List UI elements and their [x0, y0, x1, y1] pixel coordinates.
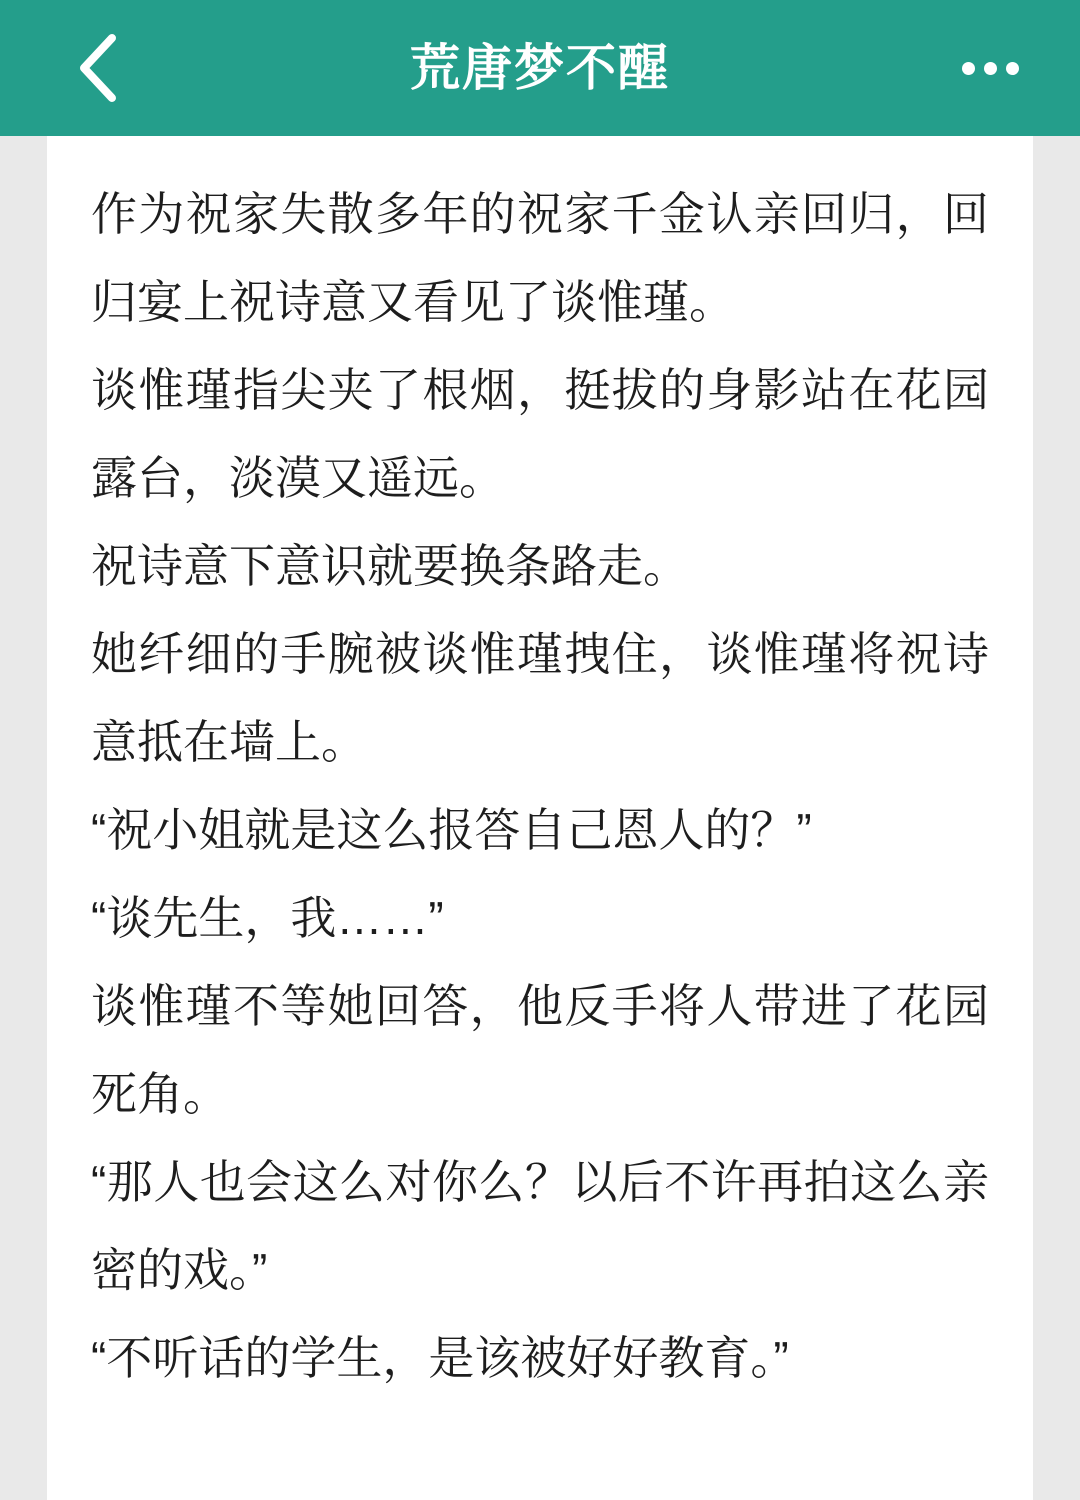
- story-paragraph: 她纤细的手腕被谈惟瑾拽住，谈惟瑾将祝诗意抵在墙上。: [91, 628, 989, 768]
- content-area[interactable]: [0, 136, 1080, 1500]
- ellipsis-icon: [984, 62, 997, 75]
- back-button[interactable]: [62, 33, 132, 103]
- story-paragraph: 祝诗意下意识就要换条路走。: [91, 540, 689, 592]
- story-paragraph: “谈先生，我……”: [91, 892, 444, 944]
- ellipsis-icon: [1006, 62, 1019, 75]
- story-paragraph: 作为祝家失散多年的祝家千金认亲回归，回归宴上祝诗意又看见了谈惟瑾。: [91, 188, 989, 328]
- more-options-button[interactable]: [950, 38, 1030, 98]
- story-paragraph: “不听话的学生，是该被好好教育。”: [91, 1332, 789, 1384]
- story-paragraph: “那人也会这么对你么？以后不许再拍这么亲密的戏。”: [91, 1156, 989, 1296]
- story-paragraph: “祝小姐就是这么报答自己恩人的？”: [91, 804, 812, 856]
- reader-page: [47, 136, 1033, 1500]
- story-paragraph: 谈惟瑾不等她回答，他反手将人带进了花园死角。: [91, 980, 989, 1120]
- page-title: 荒唐梦不醒: [410, 40, 670, 96]
- app-header: [0, 0, 1080, 136]
- story-paragraph: 谈惟瑾指尖夹了根烟，挺拔的身影站在花园露台，淡漠又遥远。: [91, 364, 989, 504]
- chevron-left-icon: [74, 32, 120, 104]
- ellipsis-icon: [962, 62, 975, 75]
